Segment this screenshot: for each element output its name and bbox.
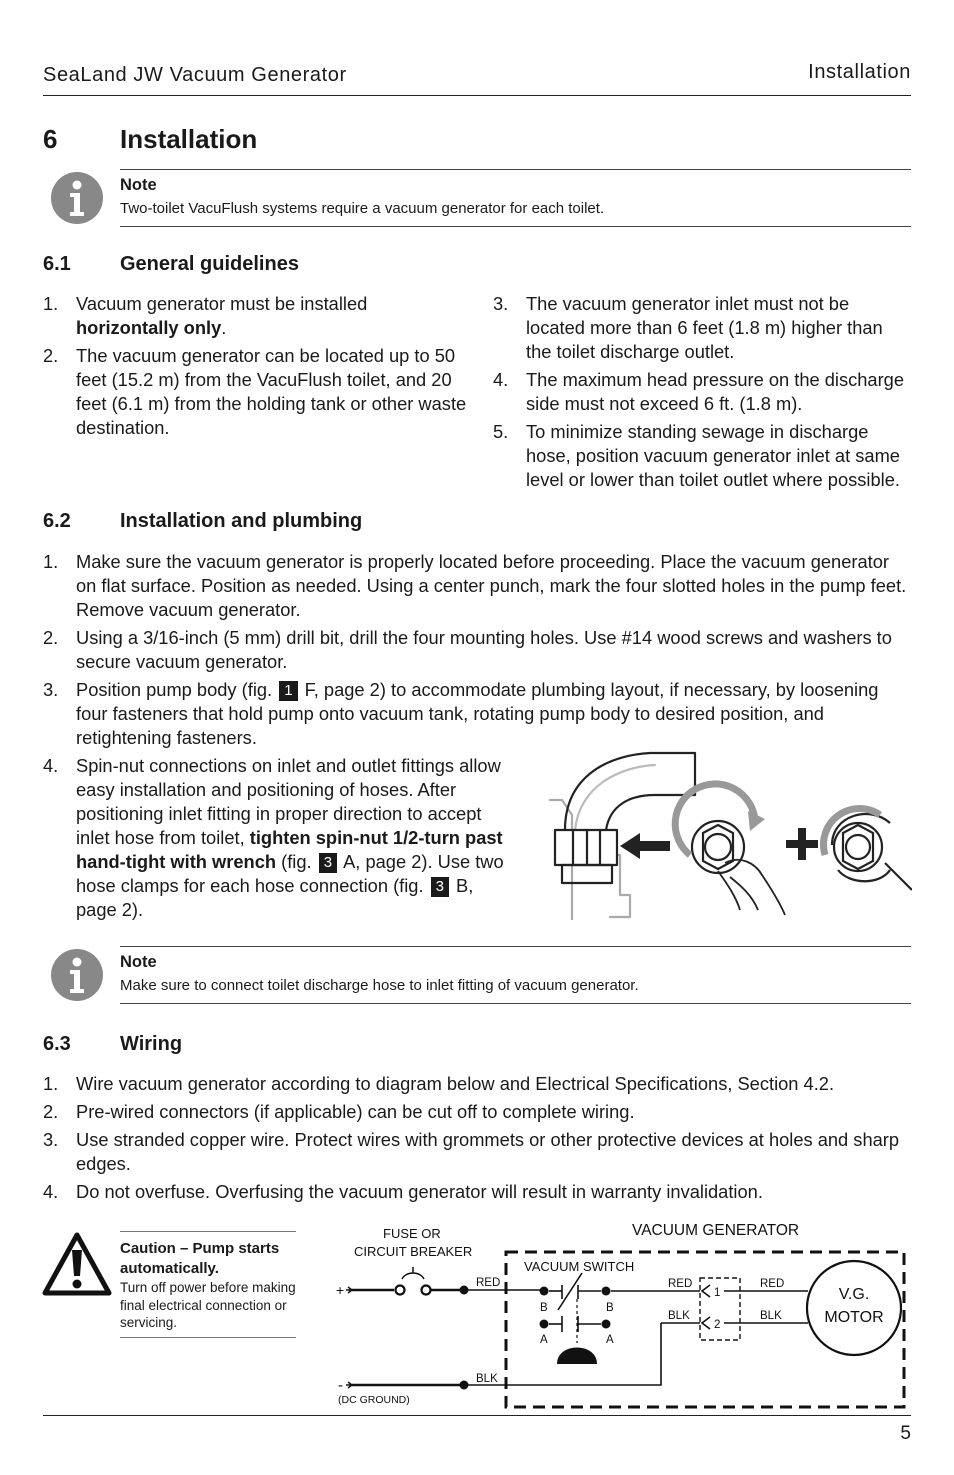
- item-text: The maximum head pressure on the discharge side must not exceed 6 ft. (1.8 m).: [526, 369, 905, 414]
- item-text: F, page 2) to accommodate plumbing layout, if necessary, by loosening four fasteners that hold pump onto vacuum tank, rotating pump body to desired position, and retightening fasteners.: [76, 679, 879, 748]
- item-text: Vacuum generator must be installed: [76, 293, 368, 314]
- item-number: 4.: [43, 1181, 59, 1202]
- motor-symbol: [807, 1261, 901, 1355]
- info-icon: [51, 949, 103, 1001]
- running-header-title: SeaLand JW Vacuum Generator: [43, 64, 347, 86]
- item-text: Spin-nut connections on inlet and outlet fittings allow easy installation and positioning of hoses. After positioning inlet fitting in proper direction to accept inlet hose from toilet,: [76, 755, 501, 848]
- item-number: 1.: [43, 293, 59, 314]
- item-text: Pre-wired connectors (if applicable) can be cut off to complete wiring.: [76, 1101, 635, 1122]
- section-number: 6: [43, 124, 58, 154]
- item-number: 1.: [43, 551, 59, 572]
- item-text: A, page 2). Use two hose clamps for each hose connection (fig.: [76, 851, 504, 896]
- label-negative: -: [338, 1377, 343, 1394]
- subsection-title: Wiring: [120, 1033, 183, 1055]
- list-item: [43, 1180, 913, 1204]
- section-title: Installation: [120, 124, 258, 154]
- label-pin-2: 2: [714, 1319, 721, 1331]
- figure-reference-badge[interactable]: 3: [431, 877, 449, 897]
- list-item: [43, 626, 913, 674]
- item-number: 4.: [493, 369, 509, 390]
- item-emphasis: horizontally only: [76, 317, 222, 338]
- subsection-number: 6.2: [43, 510, 71, 532]
- item-text: The vacuum generator can be located up to 50 feet (15.2 m) from the VacuFlush toilet, and 20 feet (6.1 m) from the holding tank or other waste destination.: [76, 345, 467, 438]
- item-number: 3.: [493, 293, 509, 314]
- list-item: [43, 292, 473, 340]
- label-blk-motor: BLK: [760, 1310, 782, 1322]
- item-number: 3.: [43, 679, 59, 700]
- caution-title: Caution – Pump starts automatically.: [120, 1240, 280, 1277]
- list-item: [43, 550, 913, 622]
- caution-box: [120, 1239, 300, 1332]
- item-emphasis: tighten spin-nut 1/2-turn past hand-tight with wrench: [76, 827, 503, 872]
- list-item: [43, 678, 913, 750]
- list-item: [493, 292, 913, 364]
- note-bottom-rule: [120, 1003, 911, 1004]
- label-blk-ground: BLK: [476, 1373, 498, 1385]
- label-terminal-b-right: B: [606, 1302, 614, 1314]
- label-terminal-a-left: A: [540, 1334, 548, 1346]
- wiring-diagram: [330, 1215, 910, 1415]
- label-vacuum-generator: VACUUM GENERATOR: [632, 1222, 800, 1239]
- list-item: [43, 1100, 913, 1124]
- item-text: B, page 2).: [76, 875, 474, 920]
- item-text: Using a 3/16-inch (5 mm) drill bit, drill the four mounting holes. Use #14 wood screws and washers to secure vacuum generator.: [76, 627, 892, 672]
- figure-reference-badge[interactable]: 1: [279, 681, 297, 701]
- spin-nut-illustration: [540, 745, 912, 920]
- note-bottom-rule: [120, 226, 911, 227]
- label-positive: +: [336, 1282, 345, 1298]
- item-number: 1.: [43, 1073, 59, 1094]
- item-text: .: [221, 317, 227, 338]
- list-item: [43, 754, 519, 922]
- note-top-rule: [120, 946, 911, 947]
- label-dc-ground: (DC GROUND): [338, 1394, 410, 1406]
- note-title: Note: [120, 176, 157, 194]
- footer-rule: [43, 1415, 911, 1416]
- subsection-number: 6.3: [43, 1033, 71, 1055]
- label-blk-switch: BLK: [668, 1310, 690, 1322]
- list-item: [43, 1128, 913, 1176]
- figure-reference-badge[interactable]: 3: [319, 853, 337, 873]
- item-text: Make sure the vacuum generator is properly located before proceeding. Place the vacuum generator on flat surface. Position as needed. Using a center punch, mark the four slotted holes in the pump feet. Remove vacuum generator.: [76, 551, 907, 620]
- label-terminal-a-right: A: [606, 1334, 614, 1346]
- label-fuse: FUSE OR: [383, 1226, 441, 1241]
- note-title: Note: [120, 953, 157, 971]
- item-text: Use stranded copper wire. Protect wires with grommets or other protective devices at holes and sharp edges.: [76, 1129, 900, 1174]
- label-pin-1: 1: [714, 1287, 721, 1299]
- note-body: Make sure to connect toilet discharge hose to inlet fitting of vacuum generator.: [120, 977, 639, 994]
- header-rule: [43, 95, 911, 96]
- subsection-title: General guidelines: [120, 253, 299, 275]
- item-number: 2.: [43, 1101, 59, 1122]
- item-text: To minimize standing sewage in discharge hose, position vacuum generator inlet at same level or lower than toilet outlet where possible.: [526, 421, 900, 490]
- label-circuit-breaker: CIRCUIT BREAKER: [354, 1244, 473, 1259]
- guidelines-list-left: [43, 292, 473, 444]
- item-text: Do not overfuse. Overfusing the vacuum generator will result in warranty invalidation.: [76, 1181, 763, 1202]
- note-top-rule: [120, 169, 911, 170]
- caution-bottom-rule: [120, 1337, 296, 1338]
- label-red-in: RED: [476, 1277, 501, 1289]
- item-number: 5.: [493, 421, 509, 442]
- label-red-switch: RED: [668, 1278, 693, 1290]
- running-header-section: Installation: [808, 61, 911, 83]
- list-item: [493, 420, 913, 492]
- page-number: 5: [900, 1423, 911, 1444]
- list-item: [43, 1072, 913, 1096]
- label-red-motor: RED: [760, 1278, 785, 1290]
- subsection-title: Installation and plumbing: [120, 510, 363, 532]
- label-motor: MOTOR: [824, 1309, 884, 1326]
- item-text: The vacuum generator inlet must not be located more than 6 feet (1.8 m) higher than the toilet discharge outlet.: [526, 293, 883, 362]
- note-body: Two-toilet VacuFlush systems require a vacuum generator for each toilet.: [120, 200, 605, 217]
- item-number: 2.: [43, 627, 59, 648]
- list-item: [493, 368, 913, 416]
- item-number: 2.: [43, 345, 59, 366]
- wiring-list: [43, 1072, 913, 1208]
- label-terminal-b-left: B: [540, 1302, 548, 1314]
- subsection-number: 6.1: [43, 253, 71, 275]
- label-motor-vg: V.G.: [838, 1286, 870, 1303]
- caution-top-rule: [120, 1231, 296, 1232]
- guidelines-list-right: [493, 292, 913, 496]
- label-vacuum-switch: VACUUM SWITCH: [524, 1259, 635, 1274]
- warning-triangle-icon: [42, 1232, 112, 1296]
- item-text: Wire vacuum generator according to diagram below and Electrical Specifications, Section 4.2.: [76, 1073, 835, 1094]
- caution-body: Turn off power before making final electrical connection or servicing.: [120, 1280, 296, 1330]
- info-icon: [51, 172, 103, 224]
- item-number: 3.: [43, 1129, 59, 1150]
- item-text: (fig.: [276, 851, 317, 872]
- item-text: Position pump body (fig.: [76, 679, 278, 700]
- list-item: [43, 344, 473, 440]
- item-number: 4.: [43, 755, 59, 776]
